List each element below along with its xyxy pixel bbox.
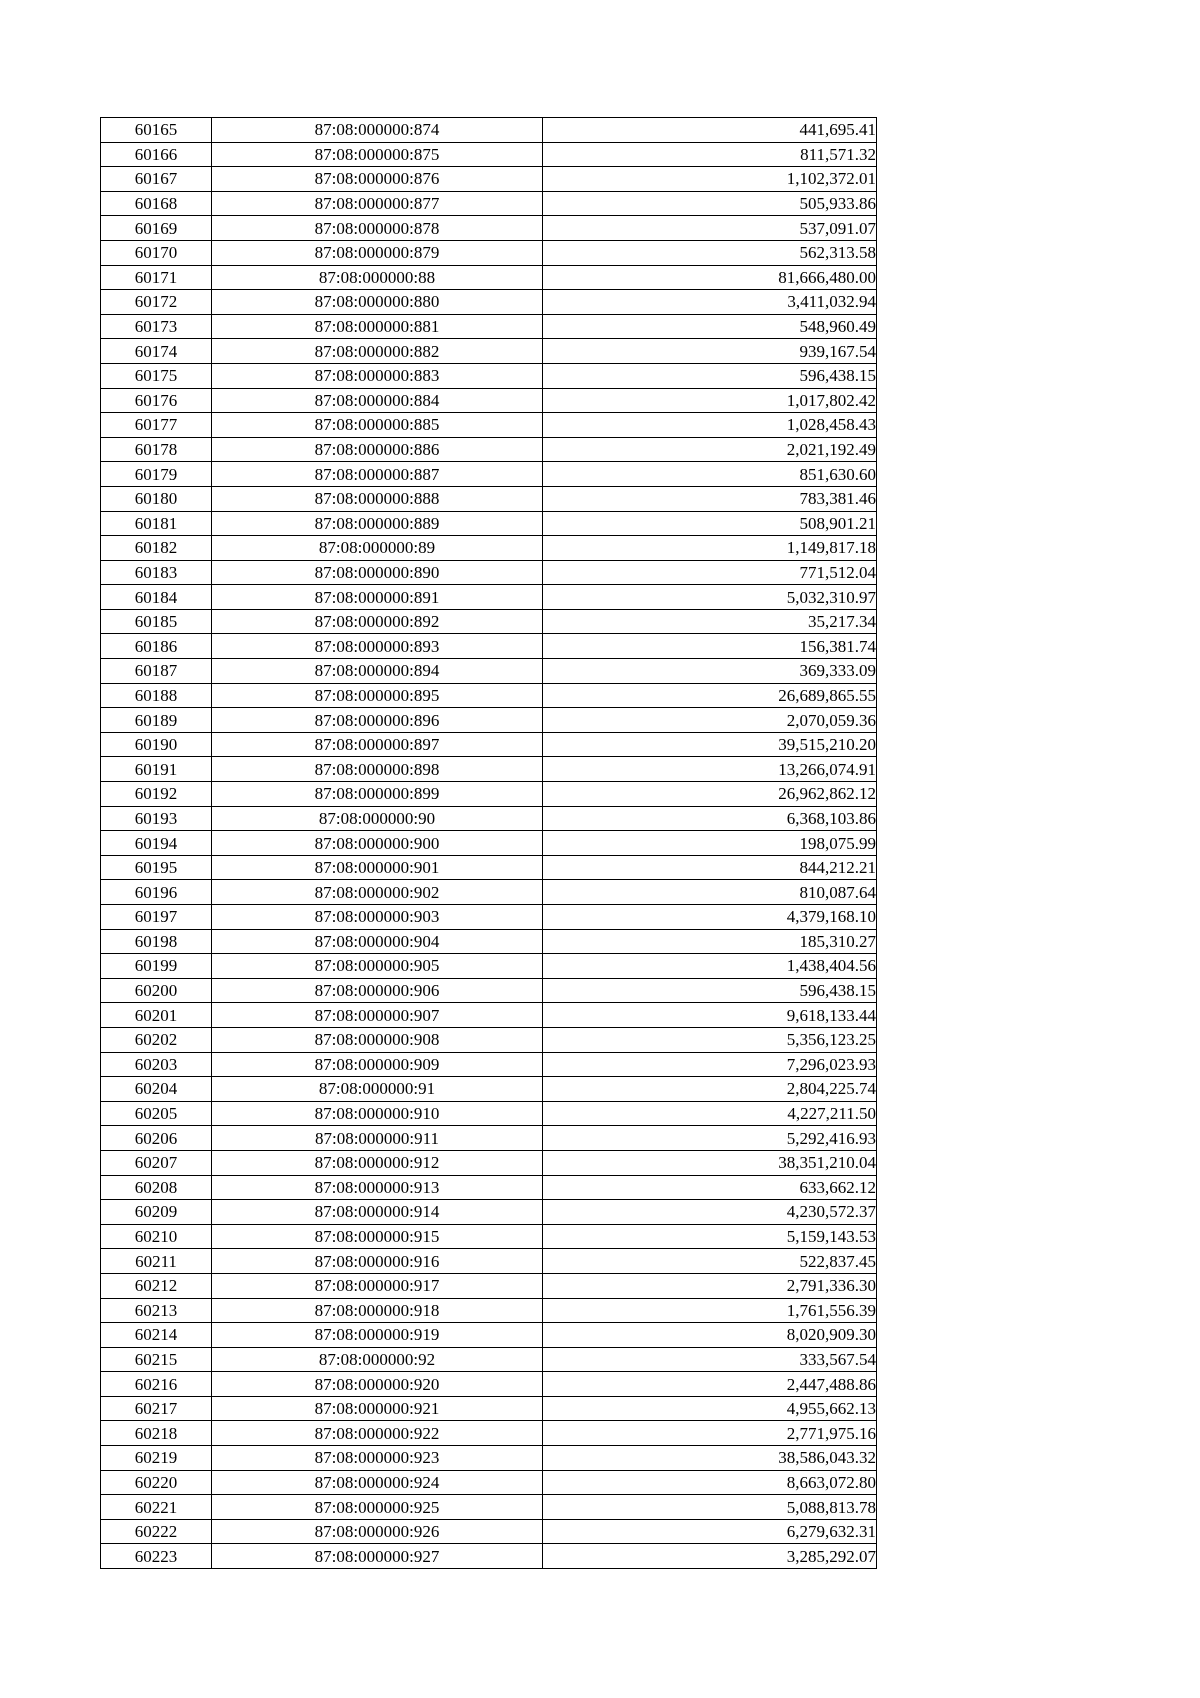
- cadastral-value-cell: 156,381.74: [543, 634, 877, 659]
- cadastral-number-cell: 87:08:000000:91: [212, 1077, 543, 1102]
- table-row: [101, 240, 877, 265]
- table-row: [101, 1200, 877, 1225]
- cadastral-number-cell: 87:08:000000:888: [212, 486, 543, 511]
- cadastral-value-cell: 633,662.12: [543, 1175, 877, 1200]
- cadastral-value-cell: 5,356,123.25: [543, 1027, 877, 1052]
- row-number-cell: 60190: [101, 732, 212, 757]
- cadastral-number-cell: 87:08:000000:887: [212, 462, 543, 487]
- row-number-cell: 60167: [101, 167, 212, 192]
- cadastral-value-cell: 505,933.86: [543, 191, 877, 216]
- row-number-cell: 60223: [101, 1544, 212, 1569]
- row-number-cell: 60179: [101, 462, 212, 487]
- cadastral-number-cell: 87:08:000000:916: [212, 1249, 543, 1274]
- cadastral-number-cell: 87:08:000000:907: [212, 1003, 543, 1028]
- row-number-cell: 60191: [101, 757, 212, 782]
- table-row: [101, 1003, 877, 1028]
- table-row: [101, 1421, 877, 1446]
- row-number-cell: 60204: [101, 1077, 212, 1102]
- row-number-cell: 60196: [101, 880, 212, 905]
- cadastral-value-cell: 2,771,975.16: [543, 1421, 877, 1446]
- cadastral-value-cell: 562,313.58: [543, 240, 877, 265]
- cadastral-number-cell: 87:08:000000:88: [212, 265, 543, 290]
- cadastral-number-cell: 87:08:000000:894: [212, 659, 543, 684]
- table-row: [101, 1446, 877, 1471]
- cadastral-number-cell: 87:08:000000:880: [212, 290, 543, 315]
- cadastral-value-cell: 81,666,480.00: [543, 265, 877, 290]
- cadastral-value-cell: 596,438.15: [543, 363, 877, 388]
- cadastral-number-cell: 87:08:000000:924: [212, 1470, 543, 1495]
- cadastral-value-cell: 5,088,813.78: [543, 1495, 877, 1520]
- row-number-cell: 60182: [101, 536, 212, 561]
- row-number-cell: 60195: [101, 855, 212, 880]
- cadastral-value-cell: 4,227,211.50: [543, 1101, 877, 1126]
- cadastral-number-cell: 87:08:000000:883: [212, 363, 543, 388]
- cadastral-number-cell: 87:08:000000:90: [212, 806, 543, 831]
- table-row: [101, 1224, 877, 1249]
- row-number-cell: 60208: [101, 1175, 212, 1200]
- cadastral-value-table: [100, 117, 877, 1569]
- table-row: [101, 1126, 877, 1151]
- table-row: [101, 609, 877, 634]
- cadastral-value-cell: 844,212.21: [543, 855, 877, 880]
- cadastral-value-cell: 5,292,416.93: [543, 1126, 877, 1151]
- cadastral-number-cell: 87:08:000000:884: [212, 388, 543, 413]
- cadastral-value-cell: 2,791,336.30: [543, 1273, 877, 1298]
- cadastral-number-cell: 87:08:000000:900: [212, 831, 543, 856]
- cadastral-value-cell: 185,310.27: [543, 929, 877, 954]
- table-row: [101, 1101, 877, 1126]
- table-row: [101, 1396, 877, 1421]
- table-row: [101, 634, 877, 659]
- cadastral-value-cell: 596,438.15: [543, 978, 877, 1003]
- row-number-cell: 60185: [101, 609, 212, 634]
- cadastral-number-cell: 87:08:000000:891: [212, 585, 543, 610]
- row-number-cell: 60212: [101, 1273, 212, 1298]
- row-number-cell: 60221: [101, 1495, 212, 1520]
- cadastral-number-cell: 87:08:000000:901: [212, 855, 543, 880]
- row-number-cell: 60186: [101, 634, 212, 659]
- table-row: [101, 1298, 877, 1323]
- table-row: [101, 536, 877, 561]
- row-number-cell: 60216: [101, 1372, 212, 1397]
- row-number-cell: 60165: [101, 118, 212, 143]
- cadastral-value-cell: 26,962,862.12: [543, 782, 877, 807]
- cadastral-value-cell: 783,381.46: [543, 486, 877, 511]
- row-number-cell: 60192: [101, 782, 212, 807]
- cadastral-value-cell: 1,028,458.43: [543, 413, 877, 438]
- cadastral-value-cell: 26,689,865.55: [543, 683, 877, 708]
- row-number-cell: 60201: [101, 1003, 212, 1028]
- cadastral-value-cell: 39,515,210.20: [543, 732, 877, 757]
- row-number-cell: 60211: [101, 1249, 212, 1274]
- row-number-cell: 60177: [101, 413, 212, 438]
- cadastral-number-cell: 87:08:000000:877: [212, 191, 543, 216]
- row-number-cell: 60207: [101, 1150, 212, 1175]
- row-number-cell: 60171: [101, 265, 212, 290]
- row-number-cell: 60180: [101, 486, 212, 511]
- row-number-cell: 60205: [101, 1101, 212, 1126]
- table-row: [101, 806, 877, 831]
- row-number-cell: 60202: [101, 1027, 212, 1052]
- table-row: [101, 708, 877, 733]
- cadastral-number-cell: 87:08:000000:897: [212, 732, 543, 757]
- row-number-cell: 60184: [101, 585, 212, 610]
- cadastral-number-cell: 87:08:000000:921: [212, 1396, 543, 1421]
- cadastral-number-cell: 87:08:000000:926: [212, 1519, 543, 1544]
- row-number-cell: 60168: [101, 191, 212, 216]
- table-row: [101, 1027, 877, 1052]
- cadastral-value-cell: 6,368,103.86: [543, 806, 877, 831]
- cadastral-value-cell: 771,512.04: [543, 560, 877, 585]
- table-row: [101, 290, 877, 315]
- cadastral-value-cell: 441,695.41: [543, 118, 877, 143]
- cadastral-number-cell: 87:08:000000:886: [212, 437, 543, 462]
- cadastral-number-cell: 87:08:000000:927: [212, 1544, 543, 1569]
- table-row: [101, 216, 877, 241]
- row-number-cell: 60213: [101, 1298, 212, 1323]
- cadastral-number-cell: 87:08:000000:890: [212, 560, 543, 585]
- cadastral-value-cell: 2,804,225.74: [543, 1077, 877, 1102]
- cadastral-value-cell: 1,438,404.56: [543, 954, 877, 979]
- table-body: [101, 118, 877, 1569]
- row-number-cell: 60174: [101, 339, 212, 364]
- cadastral-value-cell: 4,379,168.10: [543, 905, 877, 930]
- table-row: [101, 1544, 877, 1569]
- row-number-cell: 60215: [101, 1347, 212, 1372]
- cadastral-value-cell: 198,075.99: [543, 831, 877, 856]
- table-row: [101, 1052, 877, 1077]
- row-number-cell: 60188: [101, 683, 212, 708]
- row-number-cell: 60176: [101, 388, 212, 413]
- row-number-cell: 60219: [101, 1446, 212, 1471]
- row-number-cell: 60214: [101, 1323, 212, 1348]
- table-row: [101, 1150, 877, 1175]
- table-row: [101, 314, 877, 339]
- cadastral-number-cell: 87:08:000000:915: [212, 1224, 543, 1249]
- table-row: [101, 954, 877, 979]
- table-row: [101, 929, 877, 954]
- cadastral-value-cell: 8,020,909.30: [543, 1323, 877, 1348]
- table-row: [101, 1347, 877, 1372]
- row-number-cell: 60172: [101, 290, 212, 315]
- table-row: [101, 1470, 877, 1495]
- row-number-cell: 60209: [101, 1200, 212, 1225]
- row-number-cell: 60173: [101, 314, 212, 339]
- cadastral-value-cell: 13,266,074.91: [543, 757, 877, 782]
- row-number-cell: 60206: [101, 1126, 212, 1151]
- cadastral-value-cell: 35,217.34: [543, 609, 877, 634]
- table-row: [101, 339, 877, 364]
- row-number-cell: 60194: [101, 831, 212, 856]
- table-row: [101, 855, 877, 880]
- cadastral-number-cell: 87:08:000000:913: [212, 1175, 543, 1200]
- cadastral-value-cell: 851,630.60: [543, 462, 877, 487]
- row-number-cell: 60199: [101, 954, 212, 979]
- cadastral-number-cell: 87:08:000000:918: [212, 1298, 543, 1323]
- table-row: [101, 486, 877, 511]
- cadastral-value-cell: 369,333.09: [543, 659, 877, 684]
- cadastral-number-cell: 87:08:000000:925: [212, 1495, 543, 1520]
- table-row: [101, 585, 877, 610]
- row-number-cell: 60170: [101, 240, 212, 265]
- cadastral-number-cell: 87:08:000000:904: [212, 929, 543, 954]
- table-row: [101, 1323, 877, 1348]
- cadastral-value-cell: 1,149,817.18: [543, 536, 877, 561]
- table-row: [101, 1495, 877, 1520]
- table-row: [101, 167, 877, 192]
- row-number-cell: 60220: [101, 1470, 212, 1495]
- cadastral-value-cell: 3,285,292.07: [543, 1544, 877, 1569]
- cadastral-value-cell: 2,021,192.49: [543, 437, 877, 462]
- cadastral-value-cell: 9,618,133.44: [543, 1003, 877, 1028]
- cadastral-value-cell: 8,663,072.80: [543, 1470, 877, 1495]
- cadastral-number-cell: 87:08:000000:89: [212, 536, 543, 561]
- cadastral-value-cell: 38,351,210.04: [543, 1150, 877, 1175]
- table-row: [101, 265, 877, 290]
- table-row: [101, 831, 877, 856]
- table-row: [101, 1519, 877, 1544]
- row-number-cell: 60193: [101, 806, 212, 831]
- table-row: [101, 1273, 877, 1298]
- cadastral-value-cell: 38,586,043.32: [543, 1446, 877, 1471]
- cadastral-number-cell: 87:08:000000:895: [212, 683, 543, 708]
- table-row: [101, 462, 877, 487]
- row-number-cell: 60166: [101, 142, 212, 167]
- table-row: [101, 757, 877, 782]
- table-row: [101, 1175, 877, 1200]
- cadastral-number-cell: 87:08:000000:885: [212, 413, 543, 438]
- table-row: [101, 1077, 877, 1102]
- row-number-cell: 60187: [101, 659, 212, 684]
- cadastral-number-cell: 87:08:000000:881: [212, 314, 543, 339]
- cadastral-value-cell: 811,571.32: [543, 142, 877, 167]
- row-number-cell: 60183: [101, 560, 212, 585]
- cadastral-value-cell: 1,017,802.42: [543, 388, 877, 413]
- cadastral-value-cell: 537,091.07: [543, 216, 877, 241]
- cadastral-number-cell: 87:08:000000:905: [212, 954, 543, 979]
- cadastral-value-cell: 4,230,572.37: [543, 1200, 877, 1225]
- cadastral-number-cell: 87:08:000000:879: [212, 240, 543, 265]
- cadastral-number-cell: 87:08:000000:906: [212, 978, 543, 1003]
- table-row: [101, 388, 877, 413]
- row-number-cell: 60181: [101, 511, 212, 536]
- row-number-cell: 60169: [101, 216, 212, 241]
- cadastral-number-cell: 87:08:000000:875: [212, 142, 543, 167]
- table-row: [101, 880, 877, 905]
- cadastral-number-cell: 87:08:000000:893: [212, 634, 543, 659]
- cadastral-value-cell: 4,955,662.13: [543, 1396, 877, 1421]
- cadastral-number-cell: 87:08:000000:874: [212, 118, 543, 143]
- cadastral-number-cell: 87:08:000000:902: [212, 880, 543, 905]
- row-number-cell: 60217: [101, 1396, 212, 1421]
- table-row: [101, 511, 877, 536]
- cadastral-value-cell: 7,296,023.93: [543, 1052, 877, 1077]
- table-row: [101, 118, 877, 143]
- row-number-cell: 60175: [101, 363, 212, 388]
- cadastral-value-cell: 522,837.45: [543, 1249, 877, 1274]
- table-row: [101, 560, 877, 585]
- row-number-cell: 60189: [101, 708, 212, 733]
- row-number-cell: 60198: [101, 929, 212, 954]
- cadastral-number-cell: 87:08:000000:896: [212, 708, 543, 733]
- cadastral-number-cell: 87:08:000000:876: [212, 167, 543, 192]
- cadastral-value-cell: 5,159,143.53: [543, 1224, 877, 1249]
- row-number-cell: 60200: [101, 978, 212, 1003]
- cadastral-number-cell: 87:08:000000:892: [212, 609, 543, 634]
- table-row: [101, 363, 877, 388]
- cadastral-value-cell: 939,167.54: [543, 339, 877, 364]
- table-row: [101, 683, 877, 708]
- cadastral-number-cell: 87:08:000000:919: [212, 1323, 543, 1348]
- table-row: [101, 1249, 877, 1274]
- cadastral-value-cell: 2,070,059.36: [543, 708, 877, 733]
- cadastral-number-cell: 87:08:000000:923: [212, 1446, 543, 1471]
- cadastral-value-cell: 5,032,310.97: [543, 585, 877, 610]
- cadastral-number-cell: 87:08:000000:882: [212, 339, 543, 364]
- row-number-cell: 60218: [101, 1421, 212, 1446]
- cadastral-value-cell: 1,761,556.39: [543, 1298, 877, 1323]
- row-number-cell: 60210: [101, 1224, 212, 1249]
- cadastral-value-cell: 333,567.54: [543, 1347, 877, 1372]
- cadastral-number-cell: 87:08:000000:922: [212, 1421, 543, 1446]
- table-row: [101, 782, 877, 807]
- table-row: [101, 978, 877, 1003]
- table-row: [101, 413, 877, 438]
- row-number-cell: 60203: [101, 1052, 212, 1077]
- cadastral-number-cell: 87:08:000000:920: [212, 1372, 543, 1397]
- cadastral-number-cell: 87:08:000000:917: [212, 1273, 543, 1298]
- cadastral-number-cell: 87:08:000000:911: [212, 1126, 543, 1151]
- row-number-cell: 60197: [101, 905, 212, 930]
- cadastral-value-cell: 548,960.49: [543, 314, 877, 339]
- cadastral-value-cell: 2,447,488.86: [543, 1372, 877, 1397]
- cadastral-number-cell: 87:08:000000:878: [212, 216, 543, 241]
- cadastral-value-cell: 6,279,632.31: [543, 1519, 877, 1544]
- row-number-cell: 60222: [101, 1519, 212, 1544]
- cadastral-value-cell: 1,102,372.01: [543, 167, 877, 192]
- cadastral-value-cell: 3,411,032.94: [543, 290, 877, 315]
- table-row: [101, 659, 877, 684]
- cadastral-number-cell: 87:08:000000:903: [212, 905, 543, 930]
- cadastral-number-cell: 87:08:000000:898: [212, 757, 543, 782]
- cadastral-number-cell: 87:08:000000:909: [212, 1052, 543, 1077]
- table-row: [101, 905, 877, 930]
- table-row: [101, 732, 877, 757]
- cadastral-number-cell: 87:08:000000:910: [212, 1101, 543, 1126]
- cadastral-number-cell: 87:08:000000:92: [212, 1347, 543, 1372]
- cadastral-number-cell: 87:08:000000:899: [212, 782, 543, 807]
- table-row: [101, 1372, 877, 1397]
- cadastral-number-cell: 87:08:000000:912: [212, 1150, 543, 1175]
- cadastral-number-cell: 87:08:000000:908: [212, 1027, 543, 1052]
- row-number-cell: 60178: [101, 437, 212, 462]
- cadastral-value-cell: 508,901.21: [543, 511, 877, 536]
- cadastral-number-cell: 87:08:000000:914: [212, 1200, 543, 1225]
- table-row: [101, 191, 877, 216]
- cadastral-number-cell: 87:08:000000:889: [212, 511, 543, 536]
- cadastral-value-cell: 810,087.64: [543, 880, 877, 905]
- table-row: [101, 142, 877, 167]
- table-row: [101, 437, 877, 462]
